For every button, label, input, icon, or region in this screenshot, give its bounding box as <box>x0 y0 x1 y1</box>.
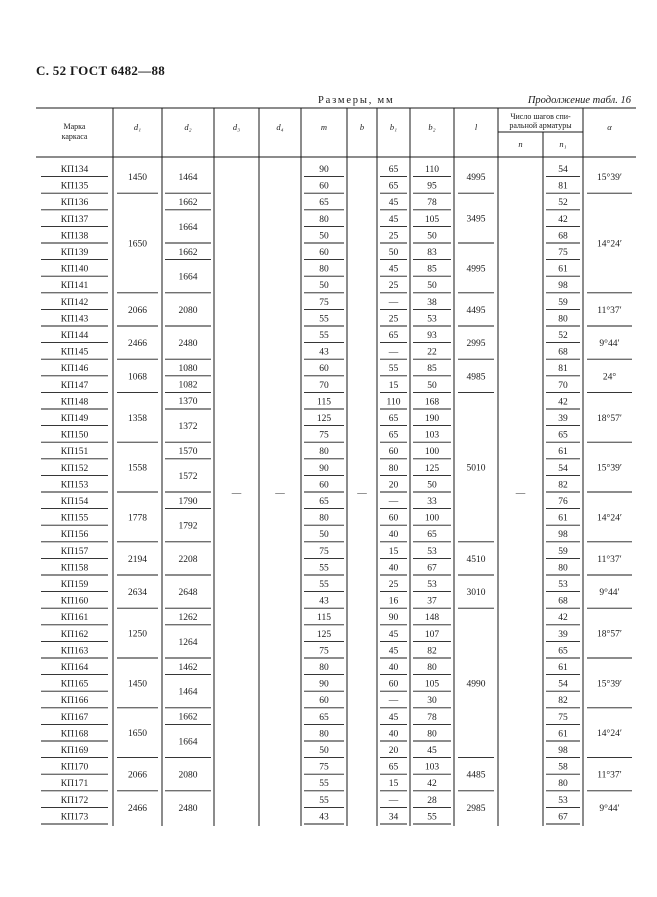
cell-n1: 53 <box>558 580 568 590</box>
cell-n1: 54 <box>558 463 568 474</box>
cell-marks: КП157 <box>60 546 89 557</box>
cell-n1: 42 <box>558 397 568 408</box>
group-alpha: 15°39′ <box>597 173 622 184</box>
cell-marks: КП161 <box>60 613 89 624</box>
cell-n1: 80 <box>558 563 568 574</box>
cell-m: 75 <box>319 546 329 557</box>
cell-b2: 85 <box>427 364 437 375</box>
group-d1: 1450 <box>128 679 147 690</box>
cell-m: 80 <box>319 729 329 740</box>
header-l: l <box>474 122 478 132</box>
cell-n1: 76 <box>558 497 568 507</box>
cell-marks: КП173 <box>60 812 89 823</box>
header-group-line: ральной арматуры <box>509 121 572 130</box>
cell-marks: КП144 <box>60 331 89 341</box>
cell-b2: 82 <box>427 646 437 657</box>
group-d1: 1650 <box>128 729 147 740</box>
group-d2: 1462 <box>178 662 198 673</box>
cell-b1: — <box>388 297 399 308</box>
cell-marks: КП171 <box>60 779 89 790</box>
cell-n1: 65 <box>558 430 568 441</box>
group-alpha: 11°37′ <box>597 554 622 565</box>
cell-marks: КП154 <box>60 497 89 507</box>
group-d1: 2466 <box>128 803 147 814</box>
cell-n1: 82 <box>558 696 568 707</box>
header-d2: d₂ <box>184 122 192 132</box>
cell-marks: КП172 <box>60 795 89 806</box>
cell-m: 125 <box>316 629 332 640</box>
header-b: b <box>359 122 365 132</box>
cell-marks: КП156 <box>60 530 89 541</box>
cell-b2: 85 <box>427 264 437 275</box>
group-l: 4510 <box>466 554 486 565</box>
cell-n1: 61 <box>558 264 568 275</box>
group-d2: 1662 <box>178 712 198 723</box>
cell-b2: 28 <box>427 795 437 806</box>
cell-marks: КП170 <box>60 762 89 773</box>
cell-n1: 59 <box>558 546 568 557</box>
cell-b1: 60 <box>388 679 399 690</box>
cell-b2: 103 <box>424 430 440 441</box>
group-d2: 2208 <box>178 554 198 565</box>
cell-marks: КП140 <box>60 264 89 275</box>
cell-m: 75 <box>319 762 329 773</box>
group-l: 3010 <box>466 588 486 599</box>
cell-m: 75 <box>319 430 329 441</box>
cell-b1: 65 <box>388 430 399 441</box>
cell-marks: КП160 <box>60 596 89 607</box>
cell-b2: 103 <box>424 762 440 773</box>
group-d2: 1464 <box>178 687 198 698</box>
group-d2: 1570 <box>178 447 198 457</box>
cell-b2: 50 <box>427 480 437 491</box>
cell-m: 55 <box>319 580 329 590</box>
cell-marks: КП165 <box>60 679 89 690</box>
cell-b1: 65 <box>388 414 399 424</box>
cell-m: 55 <box>319 314 329 325</box>
cell-marks: КП151 <box>60 447 89 458</box>
cell-n1: 42 <box>558 214 568 225</box>
header-d3: d₃ <box>232 122 241 132</box>
cell-m: 60 <box>319 364 329 375</box>
group-d2: 2080 <box>178 770 198 781</box>
group-d1: 1250 <box>128 629 147 640</box>
cell-n1: 61 <box>558 513 568 524</box>
group-l: 4495 <box>466 305 486 316</box>
cell-n1: 81 <box>558 364 568 375</box>
group-alpha: 11°37′ <box>597 305 622 316</box>
group-alpha: 9°44′ <box>599 588 620 599</box>
cell-m: 60 <box>319 181 329 192</box>
header-group-line: Число шагов спи- <box>510 112 571 121</box>
group-d2: 1664 <box>178 272 198 283</box>
cell-b2: 125 <box>424 463 440 474</box>
cell-b2: 22 <box>427 347 437 358</box>
cell-n1: 80 <box>558 314 568 325</box>
cell-b2: 83 <box>427 248 437 258</box>
cell-b2: 80 <box>427 729 437 740</box>
cell-marks: КП152 <box>60 463 89 474</box>
cell-m: 80 <box>319 447 329 458</box>
cell-n1: 81 <box>558 181 568 192</box>
cell-b2: 50 <box>427 380 437 391</box>
group-d2: 1372 <box>178 422 198 433</box>
cell-n1: 98 <box>558 746 568 756</box>
cell-marks: КП134 <box>60 165 89 175</box>
cell-b1: 40 <box>388 663 399 673</box>
group-d1: 1778 <box>128 513 147 524</box>
cell-b1: 45 <box>388 198 399 209</box>
cell-b2: 105 <box>424 214 440 225</box>
cell-b1: 110 <box>386 397 401 408</box>
group-d1: 1558 <box>128 463 147 474</box>
cell-m: 125 <box>316 414 332 424</box>
cell-b2: 37 <box>427 596 437 607</box>
group-alpha: 18°57′ <box>597 629 622 640</box>
group-d2: 1662 <box>178 247 198 258</box>
header-m: m <box>320 122 328 132</box>
cell-m: 50 <box>319 281 329 292</box>
cell-b1: 55 <box>388 364 399 375</box>
cell-m: 55 <box>319 795 329 806</box>
cell-m: 80 <box>319 663 329 673</box>
group-l: 5010 <box>466 463 486 474</box>
cell-marks: КП148 <box>60 397 89 408</box>
cell-m: 115 <box>317 397 331 408</box>
group-l: 4995 <box>466 264 486 275</box>
page-header: С. 52 ГОСТ 6482—88 <box>36 63 166 78</box>
cell-b2: 55 <box>427 812 437 823</box>
group-alpha: 9°44′ <box>599 803 620 814</box>
cell-n1: 80 <box>558 779 568 790</box>
cell-n1: 70 <box>558 380 568 391</box>
group-d2: 1080 <box>178 364 198 374</box>
cell-dash-d4: — <box>275 489 285 499</box>
cell-m: 80 <box>319 513 329 524</box>
cell-b2: 65 <box>427 530 437 541</box>
group-d2: 2080 <box>178 305 198 316</box>
cell-m: 60 <box>319 248 329 258</box>
cell-marks: КП142 <box>60 297 89 308</box>
cell-b1: 60 <box>388 513 399 524</box>
cell-marks: КП155 <box>60 513 89 524</box>
cell-m: 55 <box>319 563 329 574</box>
cell-n1: 52 <box>558 198 568 209</box>
cell-marks: КП141 <box>60 281 89 292</box>
cell-m: 75 <box>319 646 329 657</box>
header-alpha: α <box>607 122 612 132</box>
cell-m: 75 <box>319 297 329 308</box>
cell-marks: КП166 <box>60 696 89 707</box>
cell-marks: КП162 <box>60 629 89 640</box>
cell-n1: 59 <box>558 297 568 308</box>
cell-b1: — <box>388 497 399 507</box>
cell-m: 65 <box>319 712 329 723</box>
group-alpha: 14°24′ <box>597 239 622 250</box>
cell-b1: 25 <box>388 231 399 242</box>
group-d2: 1790 <box>178 496 198 507</box>
cell-marks: КП158 <box>60 563 89 574</box>
cell-marks: КП138 <box>60 231 89 242</box>
cell-n1: 75 <box>558 712 568 723</box>
cell-b2: 42 <box>427 779 437 790</box>
cell-m: 60 <box>319 480 329 491</box>
cell-m: 80 <box>319 264 329 275</box>
group-alpha: 9°44′ <box>599 339 620 350</box>
cell-n1: 61 <box>558 729 568 740</box>
cell-marks: КП167 <box>60 712 89 723</box>
cell-b1: — <box>388 795 399 806</box>
group-d2: 1464 <box>178 173 198 184</box>
cell-marks: КП164 <box>60 663 89 673</box>
cell-marks: КП147 <box>60 380 89 391</box>
cell-m: 43 <box>319 596 329 607</box>
group-d2: 1572 <box>178 471 198 482</box>
cell-b1: 65 <box>388 331 399 341</box>
cell-n1: 65 <box>558 646 568 657</box>
group-d2: 2480 <box>178 339 198 350</box>
cell-m: 50 <box>319 231 329 242</box>
cell-b2: 53 <box>427 580 437 590</box>
group-d2: 1662 <box>178 198 198 208</box>
cell-b2: 190 <box>424 414 440 424</box>
cell-b2: 100 <box>424 447 440 458</box>
table-caption-continuation: Продолжение табл. 16 <box>527 95 631 106</box>
cell-b1: 50 <box>388 248 399 258</box>
cell-marks: КП168 <box>60 729 89 740</box>
group-l: 4990 <box>466 679 486 690</box>
cell-m: 55 <box>319 779 329 790</box>
cell-m: 90 <box>319 165 329 175</box>
header-mark-line: каркаса <box>61 132 88 141</box>
cell-b1: 34 <box>388 812 399 823</box>
cell-m: 65 <box>319 198 329 209</box>
cell-b2: 45 <box>427 746 437 756</box>
cell-b1: 20 <box>388 480 399 491</box>
table-caption-sizes: Размеры, мм <box>318 95 395 106</box>
group-alpha: 24° <box>602 372 617 383</box>
cell-n1: 54 <box>558 679 568 690</box>
cell-n1: 82 <box>558 480 568 491</box>
header-d1: d₁ <box>133 122 142 132</box>
cell-marks: КП136 <box>60 198 89 209</box>
group-alpha: 14°24′ <box>597 513 622 524</box>
cell-marks: КП169 <box>60 746 89 756</box>
cell-b1: — <box>388 347 399 358</box>
group-d1: 2066 <box>128 770 147 781</box>
cell-marks: КП159 <box>60 580 89 590</box>
cell-b1: 25 <box>388 580 399 590</box>
cell-b1: 15 <box>388 380 399 391</box>
header-b2: b₂ <box>428 122 436 132</box>
group-d1: 2066 <box>128 305 147 316</box>
cell-n1: 98 <box>558 530 568 541</box>
group-d1: 1358 <box>128 413 147 424</box>
cell-b1: 45 <box>388 646 399 657</box>
cell-m: 115 <box>317 613 331 624</box>
cell-b1: 15 <box>388 546 399 557</box>
cell-b2: 53 <box>427 314 437 325</box>
header-d4: d₄ <box>276 122 284 132</box>
group-d1: 2466 <box>128 339 147 350</box>
header-mark-line: Марка <box>63 122 86 131</box>
cell-b2: 93 <box>427 331 437 341</box>
cell-b2: 168 <box>424 397 440 408</box>
group-l: 4995 <box>466 173 486 184</box>
cell-marks: КП137 <box>60 214 89 225</box>
cell-n1: 61 <box>558 663 568 673</box>
cell-b2: 110 <box>425 165 439 175</box>
cell-n1: 39 <box>558 629 568 640</box>
cell-b1: 45 <box>388 712 399 723</box>
header-n: n <box>518 139 523 149</box>
cell-b1: 20 <box>388 746 399 756</box>
cell-m: 43 <box>319 812 329 823</box>
group-d1: 1450 <box>128 173 147 184</box>
group-alpha: 14°24′ <box>597 729 622 740</box>
cell-b2: 33 <box>427 497 437 507</box>
cell-n1: 98 <box>558 281 568 292</box>
group-d2: 2648 <box>178 588 198 599</box>
cell-b2: 148 <box>424 613 440 624</box>
cell-b1: — <box>388 696 399 707</box>
group-d2: 1664 <box>178 222 198 233</box>
group-alpha: 18°57′ <box>597 413 622 424</box>
cell-m: 65 <box>319 497 329 507</box>
cell-n1: 75 <box>558 248 568 258</box>
cell-m: 60 <box>319 696 329 707</box>
cell-n1: 61 <box>558 447 568 458</box>
cell-marks: КП149 <box>60 414 89 424</box>
cell-b1: 25 <box>388 281 399 292</box>
cell-b2: 80 <box>427 663 437 673</box>
cell-n1: 53 <box>558 795 568 806</box>
cell-b1: 45 <box>388 264 399 275</box>
group-d2: 1792 <box>178 521 198 532</box>
cell-b1: 60 <box>388 447 399 458</box>
group-d1: 2634 <box>128 588 147 599</box>
group-d1: 1068 <box>128 372 147 383</box>
cell-b1: 25 <box>388 314 399 325</box>
cell-b1: 45 <box>388 214 399 225</box>
cell-marks: КП163 <box>60 646 89 657</box>
cell-n1: 67 <box>558 812 568 823</box>
group-d2: 1082 <box>178 380 198 391</box>
group-l: 3495 <box>466 214 486 225</box>
group-l: 2985 <box>466 803 486 814</box>
group-d1: 2194 <box>128 554 147 565</box>
group-d1: 1650 <box>128 239 147 250</box>
cell-n1: 39 <box>558 414 568 424</box>
cell-n1: 68 <box>558 231 568 242</box>
cell-b2: 67 <box>427 563 437 574</box>
cell-b2: 105 <box>424 679 440 690</box>
group-d2: 1262 <box>178 613 198 623</box>
cell-b1: 40 <box>388 729 399 740</box>
cell-b2: 50 <box>427 281 437 292</box>
cell-b1: 65 <box>388 762 399 773</box>
cell-n1: 54 <box>558 165 568 175</box>
cell-b1: 80 <box>388 463 399 474</box>
cell-b2: 38 <box>427 297 437 308</box>
cell-b2: 100 <box>424 513 440 524</box>
group-d2: 1370 <box>178 397 198 408</box>
cell-b1: 40 <box>388 530 399 541</box>
cell-b2: 78 <box>427 712 437 723</box>
cell-marks: КП153 <box>60 480 89 491</box>
group-alpha: 15°39′ <box>597 679 622 690</box>
cell-n1: 52 <box>558 331 568 341</box>
cell-b2: 53 <box>427 546 437 557</box>
group-l: 4985 <box>466 372 486 383</box>
cell-m: 90 <box>319 679 329 690</box>
group-d2: 2480 <box>178 803 198 814</box>
cell-m: 55 <box>319 331 329 341</box>
cell-m: 90 <box>319 463 329 474</box>
cell-b1: 90 <box>388 613 399 624</box>
cell-b1: 65 <box>388 165 399 175</box>
group-d2: 1264 <box>178 637 198 648</box>
cell-n1: 68 <box>558 596 568 607</box>
cell-b1: 40 <box>388 563 399 574</box>
cell-b2: 107 <box>424 629 440 640</box>
cell-m: 50 <box>319 530 329 541</box>
cell-m: 43 <box>319 347 329 358</box>
cell-b1: 16 <box>388 596 399 607</box>
cell-n1: 58 <box>558 762 568 773</box>
cell-b2: 30 <box>427 696 437 707</box>
cell-b1: 45 <box>388 629 399 640</box>
cell-dash-n: — <box>515 489 526 499</box>
cell-marks: КП150 <box>60 430 89 441</box>
cell-b1: 15 <box>388 779 399 790</box>
group-alpha: 15°39′ <box>597 463 622 474</box>
cell-dash-b: — <box>357 489 367 499</box>
cell-m: 70 <box>319 380 329 391</box>
cell-marks: КП135 <box>60 181 89 192</box>
cell-b1: 65 <box>388 181 399 192</box>
header-n1: n₁ <box>559 139 567 149</box>
cell-m: 80 <box>319 214 329 225</box>
header-b1: b₁ <box>389 122 398 132</box>
cell-b2: 78 <box>427 198 437 209</box>
group-alpha: 11°37′ <box>597 770 622 781</box>
cell-b2: 95 <box>427 181 437 192</box>
cell-marks: КП146 <box>60 364 89 375</box>
cell-n1: 42 <box>558 613 568 624</box>
cell-b2: 50 <box>427 231 437 242</box>
cell-marks: КП139 <box>60 248 89 258</box>
cell-marks: КП145 <box>60 347 89 358</box>
cell-dash-d3: — <box>231 489 242 499</box>
cell-marks: КП143 <box>60 314 89 325</box>
cell-m: 50 <box>319 746 329 756</box>
group-l: 4485 <box>466 770 486 781</box>
group-l: 2995 <box>466 339 486 350</box>
group-d2: 1664 <box>178 737 198 748</box>
cell-n1: 68 <box>558 347 568 358</box>
